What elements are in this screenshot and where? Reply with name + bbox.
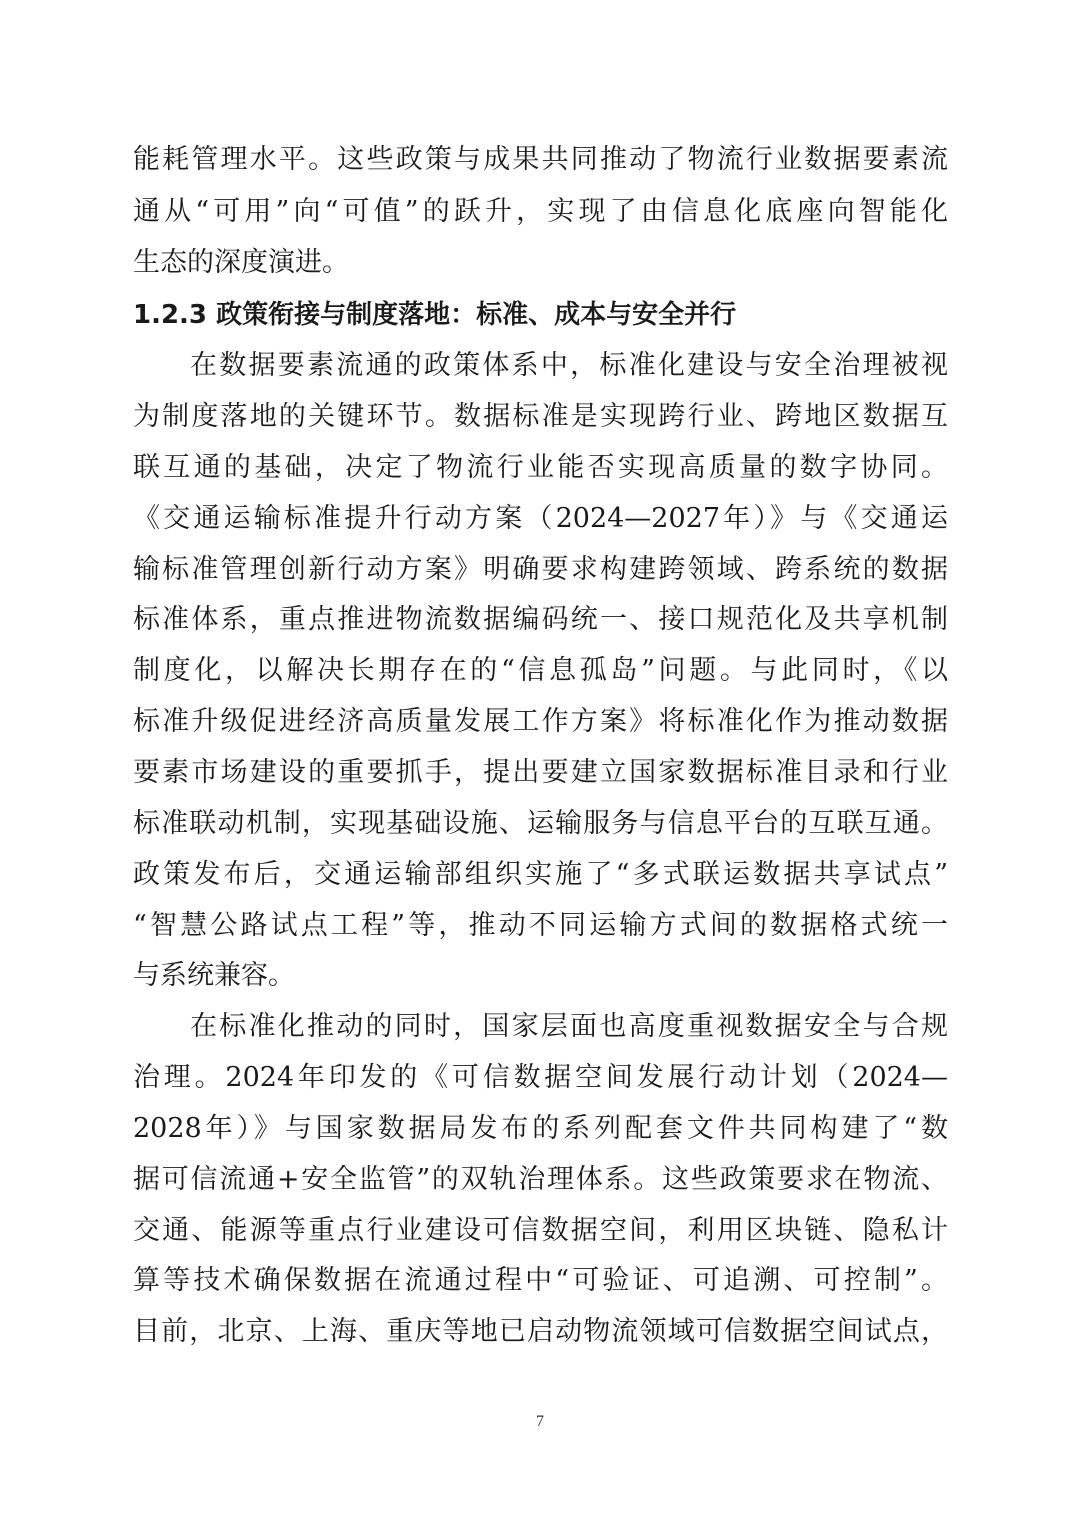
text-line: 为制度落地的关键环节。数据标准是实现跨行业、跨地区数据互	[133, 401, 948, 432]
text-line: 交通、能源等重点行业建设可信数据空间，利用区块链、隐私计	[133, 1215, 948, 1246]
text-line: 联互通的基础，决定了物流行业能否实现高质量的数字协同。	[133, 452, 948, 483]
text-line: 政策发布后，交通运输部组织实施了“多式联运数据共享试点”	[133, 859, 948, 890]
section-heading: 1.2.3 政策衔接与制度落地：标准、成本与安全并行	[133, 300, 737, 330]
text-line: 《交通运输标准提升行动方案（2024—2027年）》与《交通运	[133, 503, 948, 534]
text-line: 能耗管理水平。这些政策与成果共同推动了物流行业数据要素流	[133, 144, 948, 175]
text-line: 与系统兼容。	[133, 960, 295, 991]
text-line: 据可信流通+安全监管”的双轨治理体系。这些政策要求在物流、	[133, 1164, 948, 1195]
text-line: “智慧公路试点工程”等，推动不同运输方式间的数据格式统一	[133, 910, 948, 941]
text-line: 要素市场建设的重要抓手，提出要建立国家数据标准目录和行业	[133, 757, 948, 788]
text-line: 输标准管理创新行动方案》明确要求构建跨领域、跨系统的数据	[133, 554, 948, 585]
text-line: 标准联动机制，实现基础设施、运输服务与信息平台的互联互通。	[133, 808, 948, 839]
text-line: 在数据要素流通的政策体系中，标准化建设与安全治理被视	[190, 350, 948, 381]
text-line: 标准升级促进经济高质量发展工作方案》将标准化作为推动数据	[133, 706, 948, 737]
text-line: 通从“可用”向“可值”的跃升，实现了由信息化底座向智能化	[133, 196, 948, 227]
text-line: 目前，北京、上海、重庆等地已启动物流领域可信数据空间试点，	[133, 1316, 948, 1347]
text-line: 2028年）》与国家数据局发布的系列配套文件共同构建了“数	[133, 1113, 948, 1144]
text-line: 治理。2024年印发的《可信数据空间发展行动计划（2024—	[133, 1062, 948, 1093]
text-line: 在标准化推动的同时，国家层面也高度重视数据安全与合规	[190, 1011, 948, 1042]
text-line: 标准体系，重点推进物流数据编码统一、接口规范化及共享机制	[133, 604, 948, 635]
text-line: 生态的深度演进。	[133, 247, 349, 278]
text-line: 制度化，以解决长期存在的“信息孤岛”问题。与此同时，《以	[133, 655, 948, 686]
page-number: 7	[536, 1413, 544, 1430]
text-line: 算等技术确保数据在流通过程中“可验证、可追溯、可控制”。	[133, 1265, 948, 1296]
